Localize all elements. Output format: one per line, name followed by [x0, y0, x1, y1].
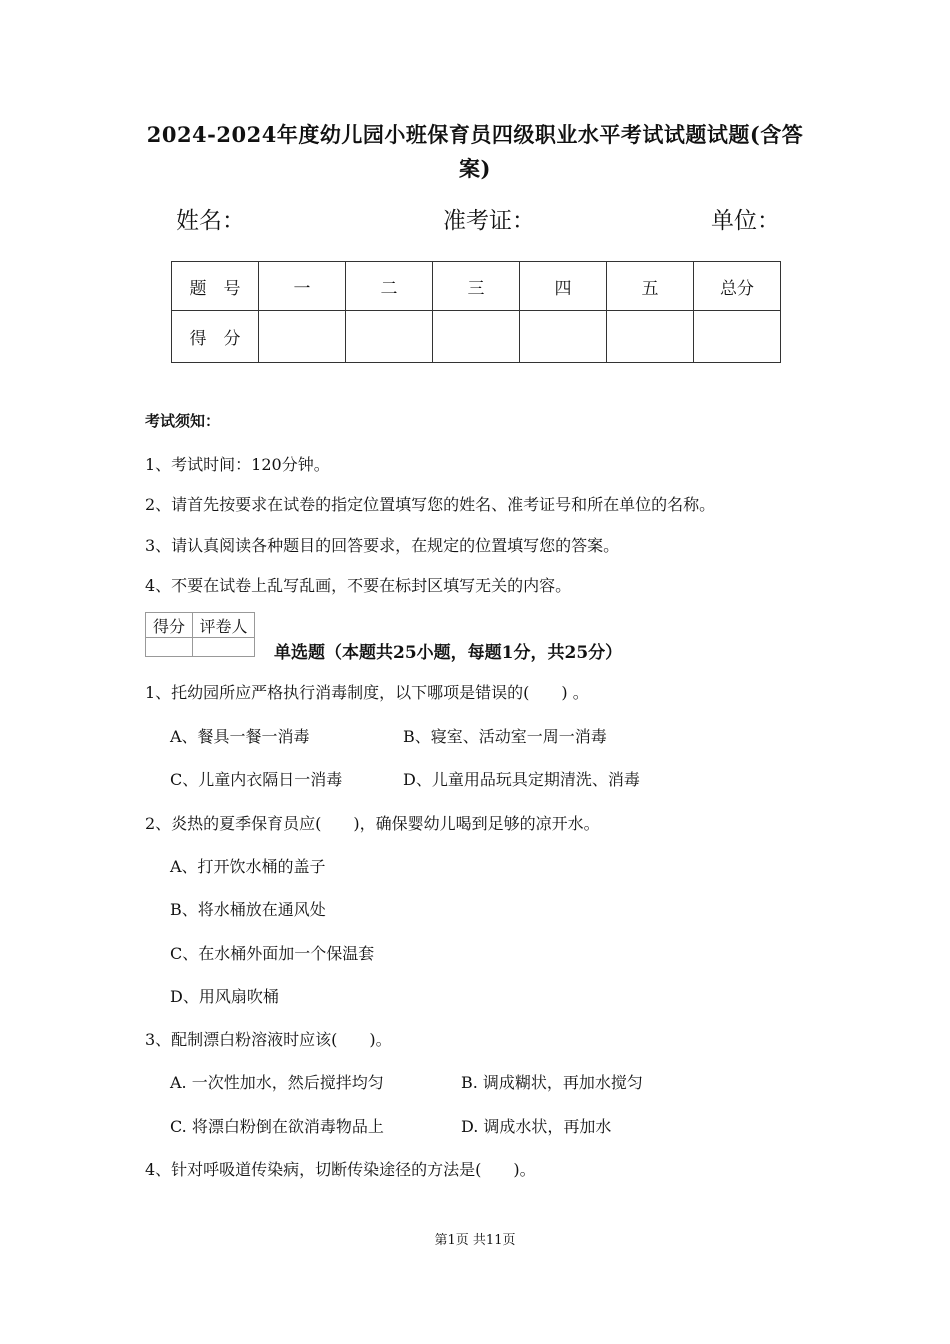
question-1-option-b: B、寝室、活动室一周一消毒: [403, 727, 607, 746]
question-3-option-d: D. 调成水状，再加水: [461, 1117, 612, 1136]
question-3-stem: 3、配制漂白粉溶液时应该( )。: [145, 1030, 392, 1049]
name-label: 姓名：: [176, 208, 245, 234]
score-cell-5: [607, 311, 694, 363]
score-table-header-row: [172, 262, 781, 311]
grader-score-label: 得分: [146, 613, 193, 638]
question-2-option-c: C、在水桶外面加一个保温套: [170, 944, 375, 963]
score-cell-total: [694, 311, 781, 363]
exam-id-label: 准考证：: [443, 208, 535, 234]
score-cell-1: [259, 311, 346, 363]
score-cell-2: [346, 311, 433, 363]
header-part-1: 一: [259, 262, 346, 311]
question-1-stem: 1、托幼园所应严格执行消毒制度，以下哪项是错误的( ) 。: [145, 683, 589, 702]
question-1-option-d: D、儿童用品玩具定期清洗、消毒: [403, 770, 640, 789]
header-part-5: 五: [607, 262, 694, 311]
header-part-2: 二: [346, 262, 433, 311]
grader-box: [145, 612, 255, 657]
header-part-3: 三: [433, 262, 520, 311]
header-question-number: 题 号: [172, 262, 259, 311]
notice-item-1: 1、考试时间：120分钟。: [145, 455, 330, 474]
question-3-option-c: C. 将漂白粉倒在欲消毒物品上: [170, 1117, 384, 1136]
question-2-option-a: A、打开饮水桶的盖子: [170, 857, 326, 876]
question-2-stem: 2、炎热的夏季保育员应( )，确保婴幼儿喝到足够的凉开水。: [145, 814, 600, 833]
section-heading: 单选题（本题共25小题，每题1分，共25分）: [274, 643, 623, 663]
question-2-option-d: D、用风扇吹桶: [170, 987, 279, 1006]
question-4-stem: 4、针对呼吸道传染病，切断传染途径的方法是( )。: [145, 1160, 536, 1179]
notice-item-2: 2、请首先按要求在试卷的指定位置填写您的姓名、准考证号和所在单位的名称。: [145, 495, 716, 514]
question-1-option-a: A、餐具一餐一消毒: [170, 727, 310, 746]
score-row-label: 得 分: [172, 311, 259, 363]
header-part-4: 四: [520, 262, 607, 311]
unit-label: 单位：: [711, 208, 780, 234]
page-title: [130, 118, 820, 186]
grader-name-label: 评卷人: [193, 613, 255, 638]
notice-title: 考试须知：: [145, 412, 221, 430]
question-2-option-b: B、将水桶放在通风处: [170, 900, 326, 919]
score-table: [171, 261, 781, 363]
score-table-score-row: [172, 311, 781, 363]
title-line-2: 案): [459, 156, 491, 181]
question-1-option-c: C、儿童内衣隔日一消毒: [170, 770, 343, 789]
score-cell-4: [520, 311, 607, 363]
question-3-option-b: B. 调成糊状，再加水搅匀: [461, 1073, 643, 1092]
page-footer: 第1页 共11页: [434, 1233, 516, 1248]
question-3-option-a: A. 一次性加水，然后搅拌均匀: [170, 1073, 384, 1092]
notice-item-4: 4、不要在试卷上乱写乱画，不要在标封区填写无关的内容。: [145, 576, 572, 595]
grader-name-cell: [193, 638, 255, 657]
title-line-1: 2024-2024年度幼儿园小班保育员四级职业水平考试试题试题(含答: [146, 122, 804, 147]
score-cell-3: [433, 311, 520, 363]
header-total: 总分: [694, 262, 781, 311]
notice-item-3: 3、请认真阅读各种题目的回答要求，在规定的位置填写您的答案。: [145, 536, 620, 555]
grader-score-cell: [146, 638, 193, 657]
